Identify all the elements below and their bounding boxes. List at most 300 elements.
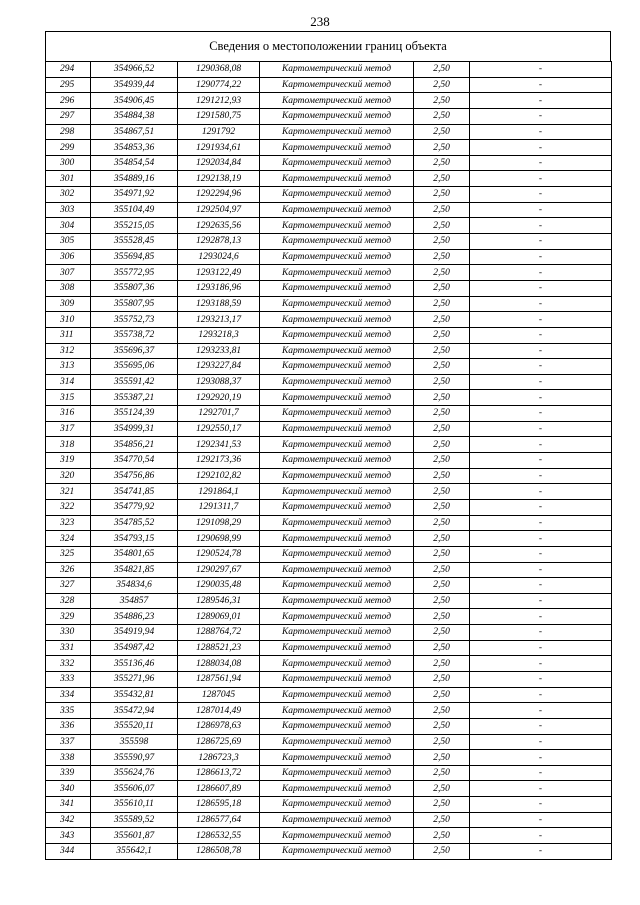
x-coordinate-cell: 355752,73 [91,312,178,328]
accuracy-cell: 2,50 [414,781,470,797]
table-body [46,62,612,860]
description-cell: - [470,202,612,218]
accuracy-cell: 2,50 [414,77,470,93]
y-coordinate-cell: 1291934,61 [178,140,260,156]
point-number-cell: 342 [46,812,91,828]
accuracy-cell: 2,50 [414,812,470,828]
point-number-cell: 330 [46,625,91,641]
x-coordinate-cell: 355136,46 [91,656,178,672]
point-number-cell: 336 [46,718,91,734]
description-cell: - [470,374,612,390]
table-row [46,765,612,781]
accuracy-cell: 2,50 [414,625,470,641]
table-row [46,312,612,328]
table-row [46,327,612,343]
accuracy-cell: 2,50 [414,437,470,453]
table-row [46,593,612,609]
description-cell: - [470,687,612,703]
method-cell: Картометрический метод [260,546,414,562]
point-number-cell: 300 [46,155,91,171]
description-cell: - [470,484,612,500]
x-coordinate-cell: 354779,92 [91,499,178,515]
description-cell: - [470,406,612,422]
y-coordinate-cell: 1293233,81 [178,343,260,359]
description-cell: - [470,280,612,296]
y-coordinate-cell: 1288034,08 [178,656,260,672]
description-cell: - [470,499,612,515]
method-cell: Картометрический метод [260,625,414,641]
description-cell: - [470,656,612,672]
description-cell: - [470,437,612,453]
point-number-cell: 303 [46,202,91,218]
y-coordinate-cell: 1288764,72 [178,625,260,641]
method-cell: Картометрический метод [260,671,414,687]
method-cell: Картометрический метод [260,453,414,469]
accuracy-cell: 2,50 [414,218,470,234]
method-cell: Картометрический метод [260,265,414,281]
description-cell: - [470,781,612,797]
x-coordinate-cell: 354741,85 [91,484,178,500]
y-coordinate-cell: 1290297,67 [178,562,260,578]
table-row [46,62,612,78]
y-coordinate-cell: 1289546,31 [178,593,260,609]
table-row [46,280,612,296]
x-coordinate-cell: 354821,85 [91,562,178,578]
method-cell: Картометрический метод [260,390,414,406]
y-coordinate-cell: 1290524,78 [178,546,260,562]
method-cell: Картометрический метод [260,62,414,78]
x-coordinate-cell: 354854,54 [91,155,178,171]
point-number-cell: 310 [46,312,91,328]
description-cell: - [470,703,612,719]
point-number-cell: 340 [46,781,91,797]
table-row [46,546,612,562]
description-cell: - [470,265,612,281]
description-cell: - [470,218,612,234]
method-cell: Картометрический метод [260,93,414,109]
y-coordinate-cell: 1291311,7 [178,499,260,515]
accuracy-cell: 2,50 [414,453,470,469]
table-row [46,265,612,281]
y-coordinate-cell: 1289069,01 [178,609,260,625]
x-coordinate-cell: 355807,36 [91,280,178,296]
table-row [46,249,612,265]
method-cell: Картометрический метод [260,687,414,703]
description-cell: - [470,421,612,437]
point-number-cell: 317 [46,421,91,437]
y-coordinate-cell: 1292341,53 [178,437,260,453]
point-number-cell: 338 [46,750,91,766]
method-cell: Картометрический метод [260,703,414,719]
method-cell: Картометрический метод [260,750,414,766]
table-row [46,640,612,656]
method-cell: Картометрический метод [260,280,414,296]
x-coordinate-cell: 354801,65 [91,546,178,562]
description-cell: - [470,640,612,656]
y-coordinate-cell: 1292635,56 [178,218,260,234]
accuracy-cell: 2,50 [414,62,470,78]
description-cell: - [470,750,612,766]
method-cell: Картометрический метод [260,562,414,578]
x-coordinate-cell: 355598 [91,734,178,750]
x-coordinate-cell: 355694,85 [91,249,178,265]
x-coordinate-cell: 354919,94 [91,625,178,641]
y-coordinate-cell: 1288521,23 [178,640,260,656]
x-coordinate-cell: 354889,16 [91,171,178,187]
method-cell: Картометрический метод [260,812,414,828]
point-number-cell: 323 [46,515,91,531]
y-coordinate-cell: 1293218,3 [178,327,260,343]
description-cell: - [470,468,612,484]
description-cell: - [470,359,612,375]
accuracy-cell: 2,50 [414,671,470,687]
method-cell: Картометрический метод [260,187,414,203]
x-coordinate-cell: 354856,21 [91,437,178,453]
description-cell: - [470,312,612,328]
y-coordinate-cell: 1292138,19 [178,171,260,187]
description-cell: - [470,108,612,124]
x-coordinate-cell: 354906,45 [91,93,178,109]
accuracy-cell: 2,50 [414,171,470,187]
accuracy-cell: 2,50 [414,844,470,860]
method-cell: Картометрический метод [260,374,414,390]
method-cell: Картометрический метод [260,499,414,515]
table-row [46,687,612,703]
point-number-cell: 331 [46,640,91,656]
y-coordinate-cell: 1290774,22 [178,77,260,93]
page-number: 238 [310,14,330,29]
method-cell: Картометрический метод [260,124,414,140]
x-coordinate-cell: 354867,51 [91,124,178,140]
accuracy-cell: 2,50 [414,296,470,312]
y-coordinate-cell: 1291864,1 [178,484,260,500]
x-coordinate-cell: 354770,54 [91,453,178,469]
method-cell: Картометрический метод [260,828,414,844]
x-coordinate-cell: 354756,86 [91,468,178,484]
accuracy-cell: 2,50 [414,828,470,844]
accuracy-cell: 2,50 [414,421,470,437]
point-number-cell: 344 [46,844,91,860]
description-cell: - [470,609,612,625]
description-cell: - [470,93,612,109]
y-coordinate-cell: 1291098,29 [178,515,260,531]
table-row [46,484,612,500]
method-cell: Картометрический метод [260,609,414,625]
y-coordinate-cell: 1292504,97 [178,202,260,218]
description-cell: - [470,812,612,828]
method-cell: Картометрический метод [260,77,414,93]
point-number-cell: 334 [46,687,91,703]
accuracy-cell: 2,50 [414,468,470,484]
description-cell: - [470,797,612,813]
point-number-cell: 343 [46,828,91,844]
x-coordinate-cell: 354857 [91,593,178,609]
method-cell: Картометрический метод [260,327,414,343]
point-number-cell: 294 [46,62,91,78]
description-cell: - [470,593,612,609]
description-cell: - [470,515,612,531]
x-coordinate-cell: 354785,52 [91,515,178,531]
x-coordinate-cell: 355215,05 [91,218,178,234]
table-row [46,750,612,766]
method-cell: Картометрический метод [260,249,414,265]
accuracy-cell: 2,50 [414,640,470,656]
method-cell: Картометрический метод [260,781,414,797]
x-coordinate-cell: 355591,42 [91,374,178,390]
x-coordinate-cell: 354793,15 [91,531,178,547]
accuracy-cell: 2,50 [414,531,470,547]
point-number-cell: 302 [46,187,91,203]
point-number-cell: 316 [46,406,91,422]
table-row [46,343,612,359]
x-coordinate-cell: 355624,76 [91,765,178,781]
accuracy-cell: 2,50 [414,327,470,343]
accuracy-cell: 2,50 [414,312,470,328]
table-row [46,515,612,531]
table-row [46,421,612,437]
method-cell: Картометрический метод [260,718,414,734]
table-row [46,374,612,390]
point-number-cell: 327 [46,578,91,594]
table-row [46,562,612,578]
table-row [46,781,612,797]
method-cell: Картометрический метод [260,484,414,500]
x-coordinate-cell: 355601,87 [91,828,178,844]
method-cell: Картометрический метод [260,171,414,187]
y-coordinate-cell: 1291212,93 [178,93,260,109]
method-cell: Картометрический метод [260,515,414,531]
x-coordinate-cell: 354999,31 [91,421,178,437]
description-cell: - [470,625,612,641]
y-coordinate-cell: 1292034,84 [178,155,260,171]
accuracy-cell: 2,50 [414,734,470,750]
description-cell: - [470,453,612,469]
method-cell: Картометрический метод [260,640,414,656]
x-coordinate-cell: 355528,45 [91,234,178,250]
description-cell: - [470,234,612,250]
description-cell: - [470,390,612,406]
table-row [46,171,612,187]
table-row [46,202,612,218]
table-row [46,531,612,547]
x-coordinate-cell: 354987,42 [91,640,178,656]
point-number-cell: 311 [46,327,91,343]
description-cell: - [470,671,612,687]
point-number-cell: 312 [46,343,91,359]
description-cell: - [470,249,612,265]
point-number-cell: 319 [46,453,91,469]
accuracy-cell: 2,50 [414,484,470,500]
method-cell: Картометрический метод [260,108,414,124]
table-row [46,108,612,124]
table-row [46,93,612,109]
y-coordinate-cell: 1286607,89 [178,781,260,797]
x-coordinate-cell: 355606,07 [91,781,178,797]
description-cell: - [470,155,612,171]
x-coordinate-cell: 354884,38 [91,108,178,124]
table-row [46,797,612,813]
x-coordinate-cell: 354966,52 [91,62,178,78]
description-cell: - [470,828,612,844]
description-cell: - [470,844,612,860]
y-coordinate-cell: 1286978,63 [178,718,260,734]
point-number-cell: 314 [46,374,91,390]
point-number-cell: 337 [46,734,91,750]
y-coordinate-cell: 1293122,49 [178,265,260,281]
table-row [46,499,612,515]
accuracy-cell: 2,50 [414,593,470,609]
point-number-cell: 339 [46,765,91,781]
y-coordinate-cell: 1292701,7 [178,406,260,422]
y-coordinate-cell: 1290368,08 [178,62,260,78]
accuracy-cell: 2,50 [414,515,470,531]
point-number-cell: 318 [46,437,91,453]
table-row [46,234,612,250]
point-number-cell: 308 [46,280,91,296]
x-coordinate-cell: 355432,81 [91,687,178,703]
description-cell: - [470,327,612,343]
point-number-cell: 306 [46,249,91,265]
description-cell: - [470,531,612,547]
point-number-cell: 325 [46,546,91,562]
accuracy-cell: 2,50 [414,718,470,734]
accuracy-cell: 2,50 [414,687,470,703]
accuracy-cell: 2,50 [414,265,470,281]
description-cell: - [470,734,612,750]
table-row [46,609,612,625]
method-cell: Картометрический метод [260,656,414,672]
description-cell: - [470,171,612,187]
table-row [46,437,612,453]
x-coordinate-cell: 354971,92 [91,187,178,203]
method-cell: Картометрический метод [260,734,414,750]
accuracy-cell: 2,50 [414,374,470,390]
x-coordinate-cell: 355271,96 [91,671,178,687]
y-coordinate-cell: 1286613,72 [178,765,260,781]
description-cell: - [470,562,612,578]
description-cell: - [470,62,612,78]
y-coordinate-cell: 1287561,94 [178,671,260,687]
accuracy-cell: 2,50 [414,155,470,171]
description-cell: - [470,124,612,140]
point-number-cell: 321 [46,484,91,500]
method-cell: Картометрический метод [260,437,414,453]
method-cell: Картометрический метод [260,421,414,437]
point-number-cell: 299 [46,140,91,156]
x-coordinate-cell: 355610,11 [91,797,178,813]
x-coordinate-cell: 355807,95 [91,296,178,312]
method-cell: Картометрический метод [260,296,414,312]
accuracy-cell: 2,50 [414,656,470,672]
y-coordinate-cell: 1293227,84 [178,359,260,375]
table-row [46,124,612,140]
method-cell: Картометрический метод [260,468,414,484]
x-coordinate-cell: 354834,6 [91,578,178,594]
x-coordinate-cell: 354939,44 [91,77,178,93]
point-number-cell: 341 [46,797,91,813]
method-cell: Картометрический метод [260,218,414,234]
description-cell: - [470,77,612,93]
point-number-cell: 295 [46,77,91,93]
table-row [46,671,612,687]
table-row [46,406,612,422]
point-number-cell: 326 [46,562,91,578]
table-row [46,390,612,406]
description-cell: - [470,140,612,156]
point-number-cell: 320 [46,468,91,484]
boundary-coordinates-table [45,61,612,860]
method-cell: Картометрический метод [260,531,414,547]
table-row [46,812,612,828]
y-coordinate-cell: 1293186,96 [178,280,260,296]
table-title [45,31,611,61]
table-title-text: Сведения о местоположении границ объекта [209,39,447,53]
description-cell: - [470,578,612,594]
method-cell: Картометрический метод [260,578,414,594]
table-row [46,453,612,469]
table-row [46,77,612,93]
point-number-cell: 309 [46,296,91,312]
table-row [46,218,612,234]
y-coordinate-cell: 1290035,48 [178,578,260,594]
x-coordinate-cell: 355387,21 [91,390,178,406]
x-coordinate-cell: 355696,37 [91,343,178,359]
accuracy-cell: 2,50 [414,562,470,578]
y-coordinate-cell: 1290698,99 [178,531,260,547]
method-cell: Картометрический метод [260,312,414,328]
document-sheet [45,31,611,860]
point-number-cell: 301 [46,171,91,187]
accuracy-cell: 2,50 [414,703,470,719]
point-number-cell: 305 [46,234,91,250]
accuracy-cell: 2,50 [414,750,470,766]
x-coordinate-cell: 355772,95 [91,265,178,281]
x-coordinate-cell: 354853,36 [91,140,178,156]
y-coordinate-cell: 1292878,13 [178,234,260,250]
point-number-cell: 313 [46,359,91,375]
accuracy-cell: 2,50 [414,93,470,109]
table-row [46,578,612,594]
y-coordinate-cell: 1293188,59 [178,296,260,312]
method-cell: Картометрический метод [260,593,414,609]
table-row [46,734,612,750]
x-coordinate-cell: 355738,72 [91,327,178,343]
table-row [46,187,612,203]
accuracy-cell: 2,50 [414,499,470,515]
accuracy-cell: 2,50 [414,234,470,250]
table-row [46,703,612,719]
point-number-cell: 296 [46,93,91,109]
accuracy-cell: 2,50 [414,343,470,359]
y-coordinate-cell: 1293024,6 [178,249,260,265]
accuracy-cell: 2,50 [414,797,470,813]
accuracy-cell: 2,50 [414,280,470,296]
description-cell: - [470,546,612,562]
point-number-cell: 322 [46,499,91,515]
y-coordinate-cell: 1292550,17 [178,421,260,437]
method-cell: Картометрический метод [260,359,414,375]
point-number-cell: 315 [46,390,91,406]
point-number-cell: 304 [46,218,91,234]
method-cell: Картометрический метод [260,406,414,422]
x-coordinate-cell: 355472,94 [91,703,178,719]
accuracy-cell: 2,50 [414,546,470,562]
accuracy-cell: 2,50 [414,249,470,265]
accuracy-cell: 2,50 [414,765,470,781]
accuracy-cell: 2,50 [414,124,470,140]
y-coordinate-cell: 1293088,37 [178,374,260,390]
x-coordinate-cell: 355124,39 [91,406,178,422]
